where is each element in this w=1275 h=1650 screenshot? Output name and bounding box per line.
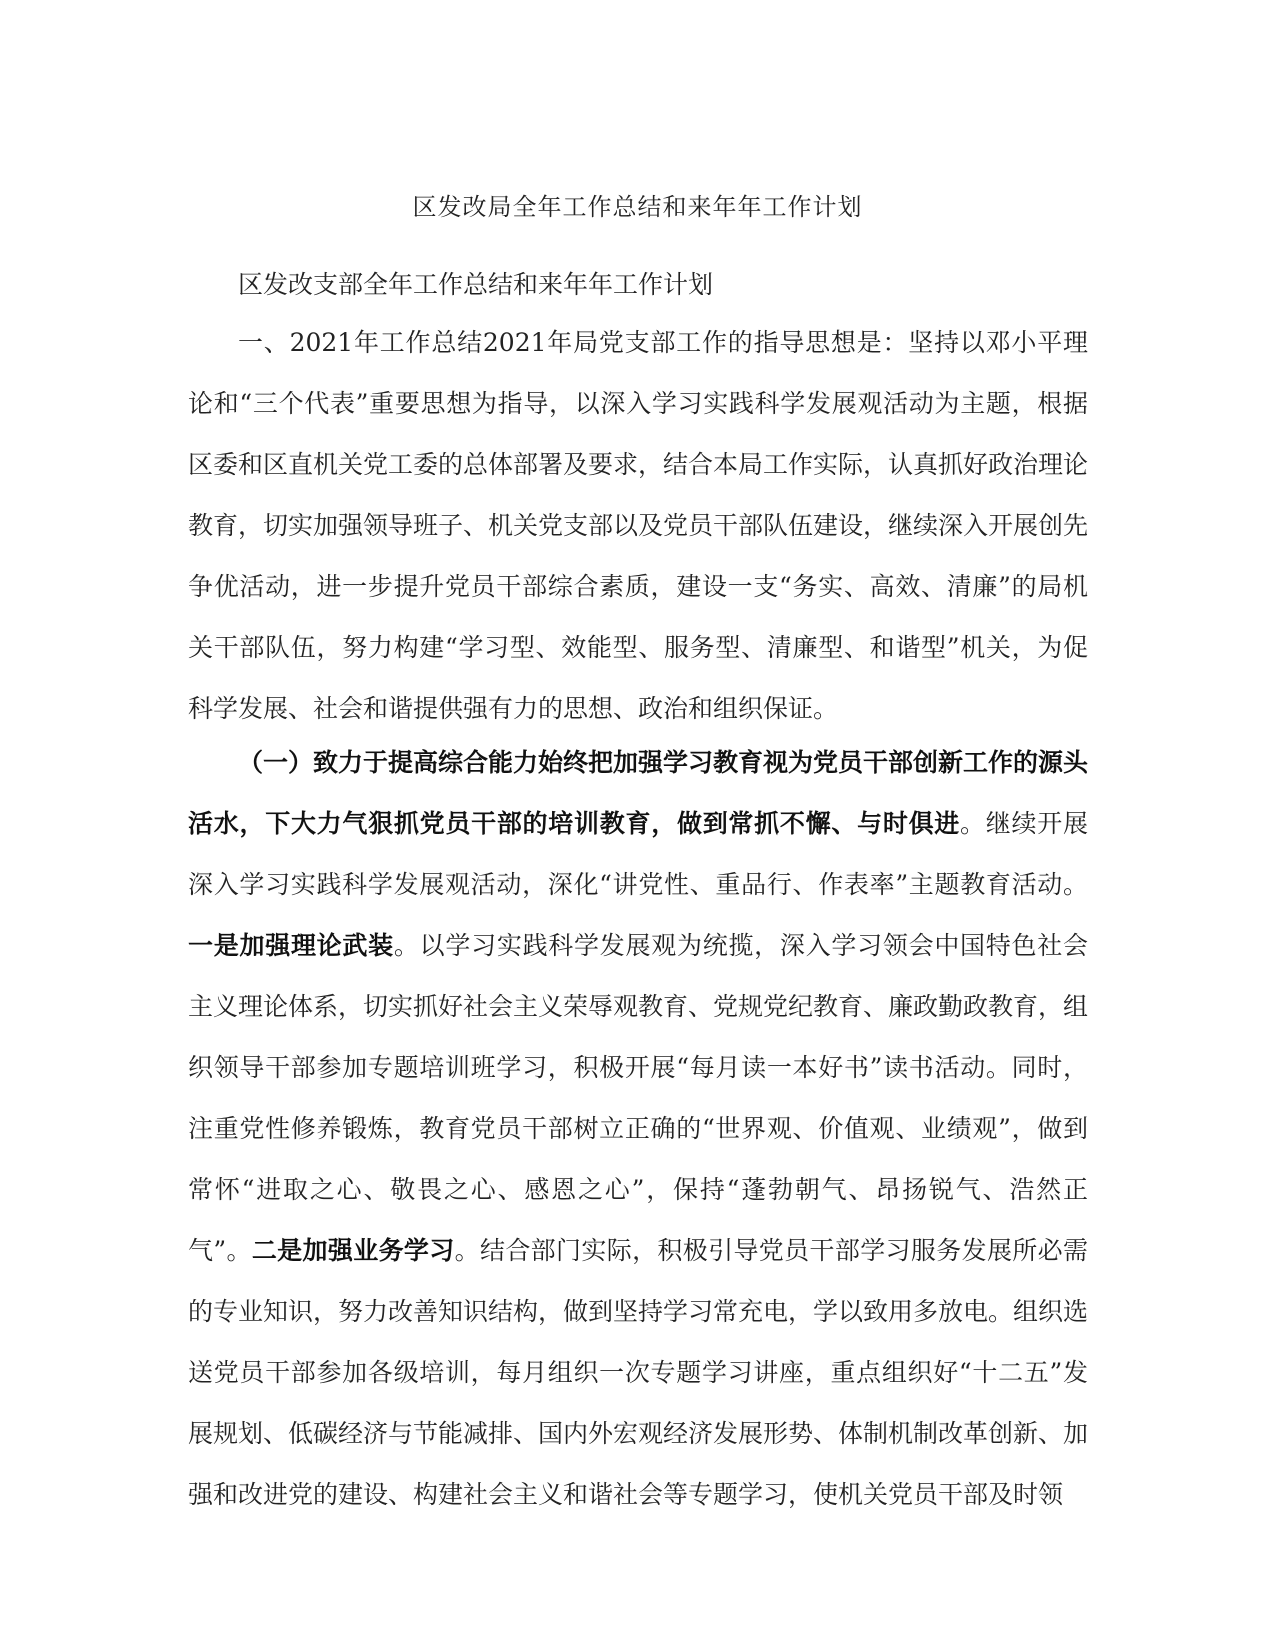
section-one-text-b: 。以学习实践科学发展观为统揽，深入学习领会中国特色社会主义理论体系，切实抓好社会主义荣辱观教育、党规党纪教育、廉政勤政教育，组织领导干部参加专题培训班学习，积极开展“每月读一本好书”读书活动。同时，注重党性修养锻炼，教育党员干部树立正确的“世界观、价值观、业绩观”，做到常怀“进取之心、敬畏之心、感恩之心”，保持“蓬勃朝气、昂扬锐气、浩然正气”。 [188, 931, 1089, 1265]
document-subtitle: 区发改支部全年工作总结和来年年工作计划 [238, 270, 714, 299]
section-one-text-a: 。继续开展深入学习实践科学发展观活动，深化“讲党性、重品行、作表率”主题教育活动。 [188, 809, 1088, 899]
point-one-label: 一是加强理论武装 [188, 931, 394, 960]
point-two-label: 二是加强业务学习 [251, 1236, 455, 1265]
paragraph-guiding-thought: 一、2021年工作总结2021年局党支部工作的指导思想是：坚持以邓小平理论和“三个代表”重要思想为指导，以深入学习实践科学发展观活动为主题，根据区委和区直机关党工委的总体部署及要求，结合本局工作实际，认真抓好政治理论教育，切实加强领导班子、机关党支部以及党员干部队伍建设，继续深入开展创先争优活动，进一步提升党员干部综合素质，建设一支“务实、高效、清廉”的局机关干部队伍，努力构建“学习型、效能型、服务型、清廉型、和谐型”机关，为促科学发展、社会和谐提供强有力的思想、政治和组织保证。 [188, 328, 1089, 723]
section-one-paragraph [188, 732, 1088, 1525]
document-title: 区发改局全年工作总结和来年年工作计划 [412, 193, 863, 221]
section-one-heading: （一）致力于提高综合能力始终把加强学习教育视为党员干部创新工作的源头活水，下大力气狠抓党员干部的培训教育，做到常抓不懈、与时俱进 [188, 748, 1089, 838]
section-one-text-c: 。结合部门实际，积极引导党员干部学习服务发展所必需的专业知识，努力改善知识结构，做到坚持学习常充电，学以致用多放电。组织选送党员干部参加各级培训，每月组织一次专题学习讲座，重点组织好“十二五”发展规划、低碳经济与节能减排、国内外宏观经济发展形势、体制机制改革创新、加强和改进党的建设、构建社会主义和谐社会等专题学习，使机关党员干部及时领 [188, 1236, 1089, 1509]
